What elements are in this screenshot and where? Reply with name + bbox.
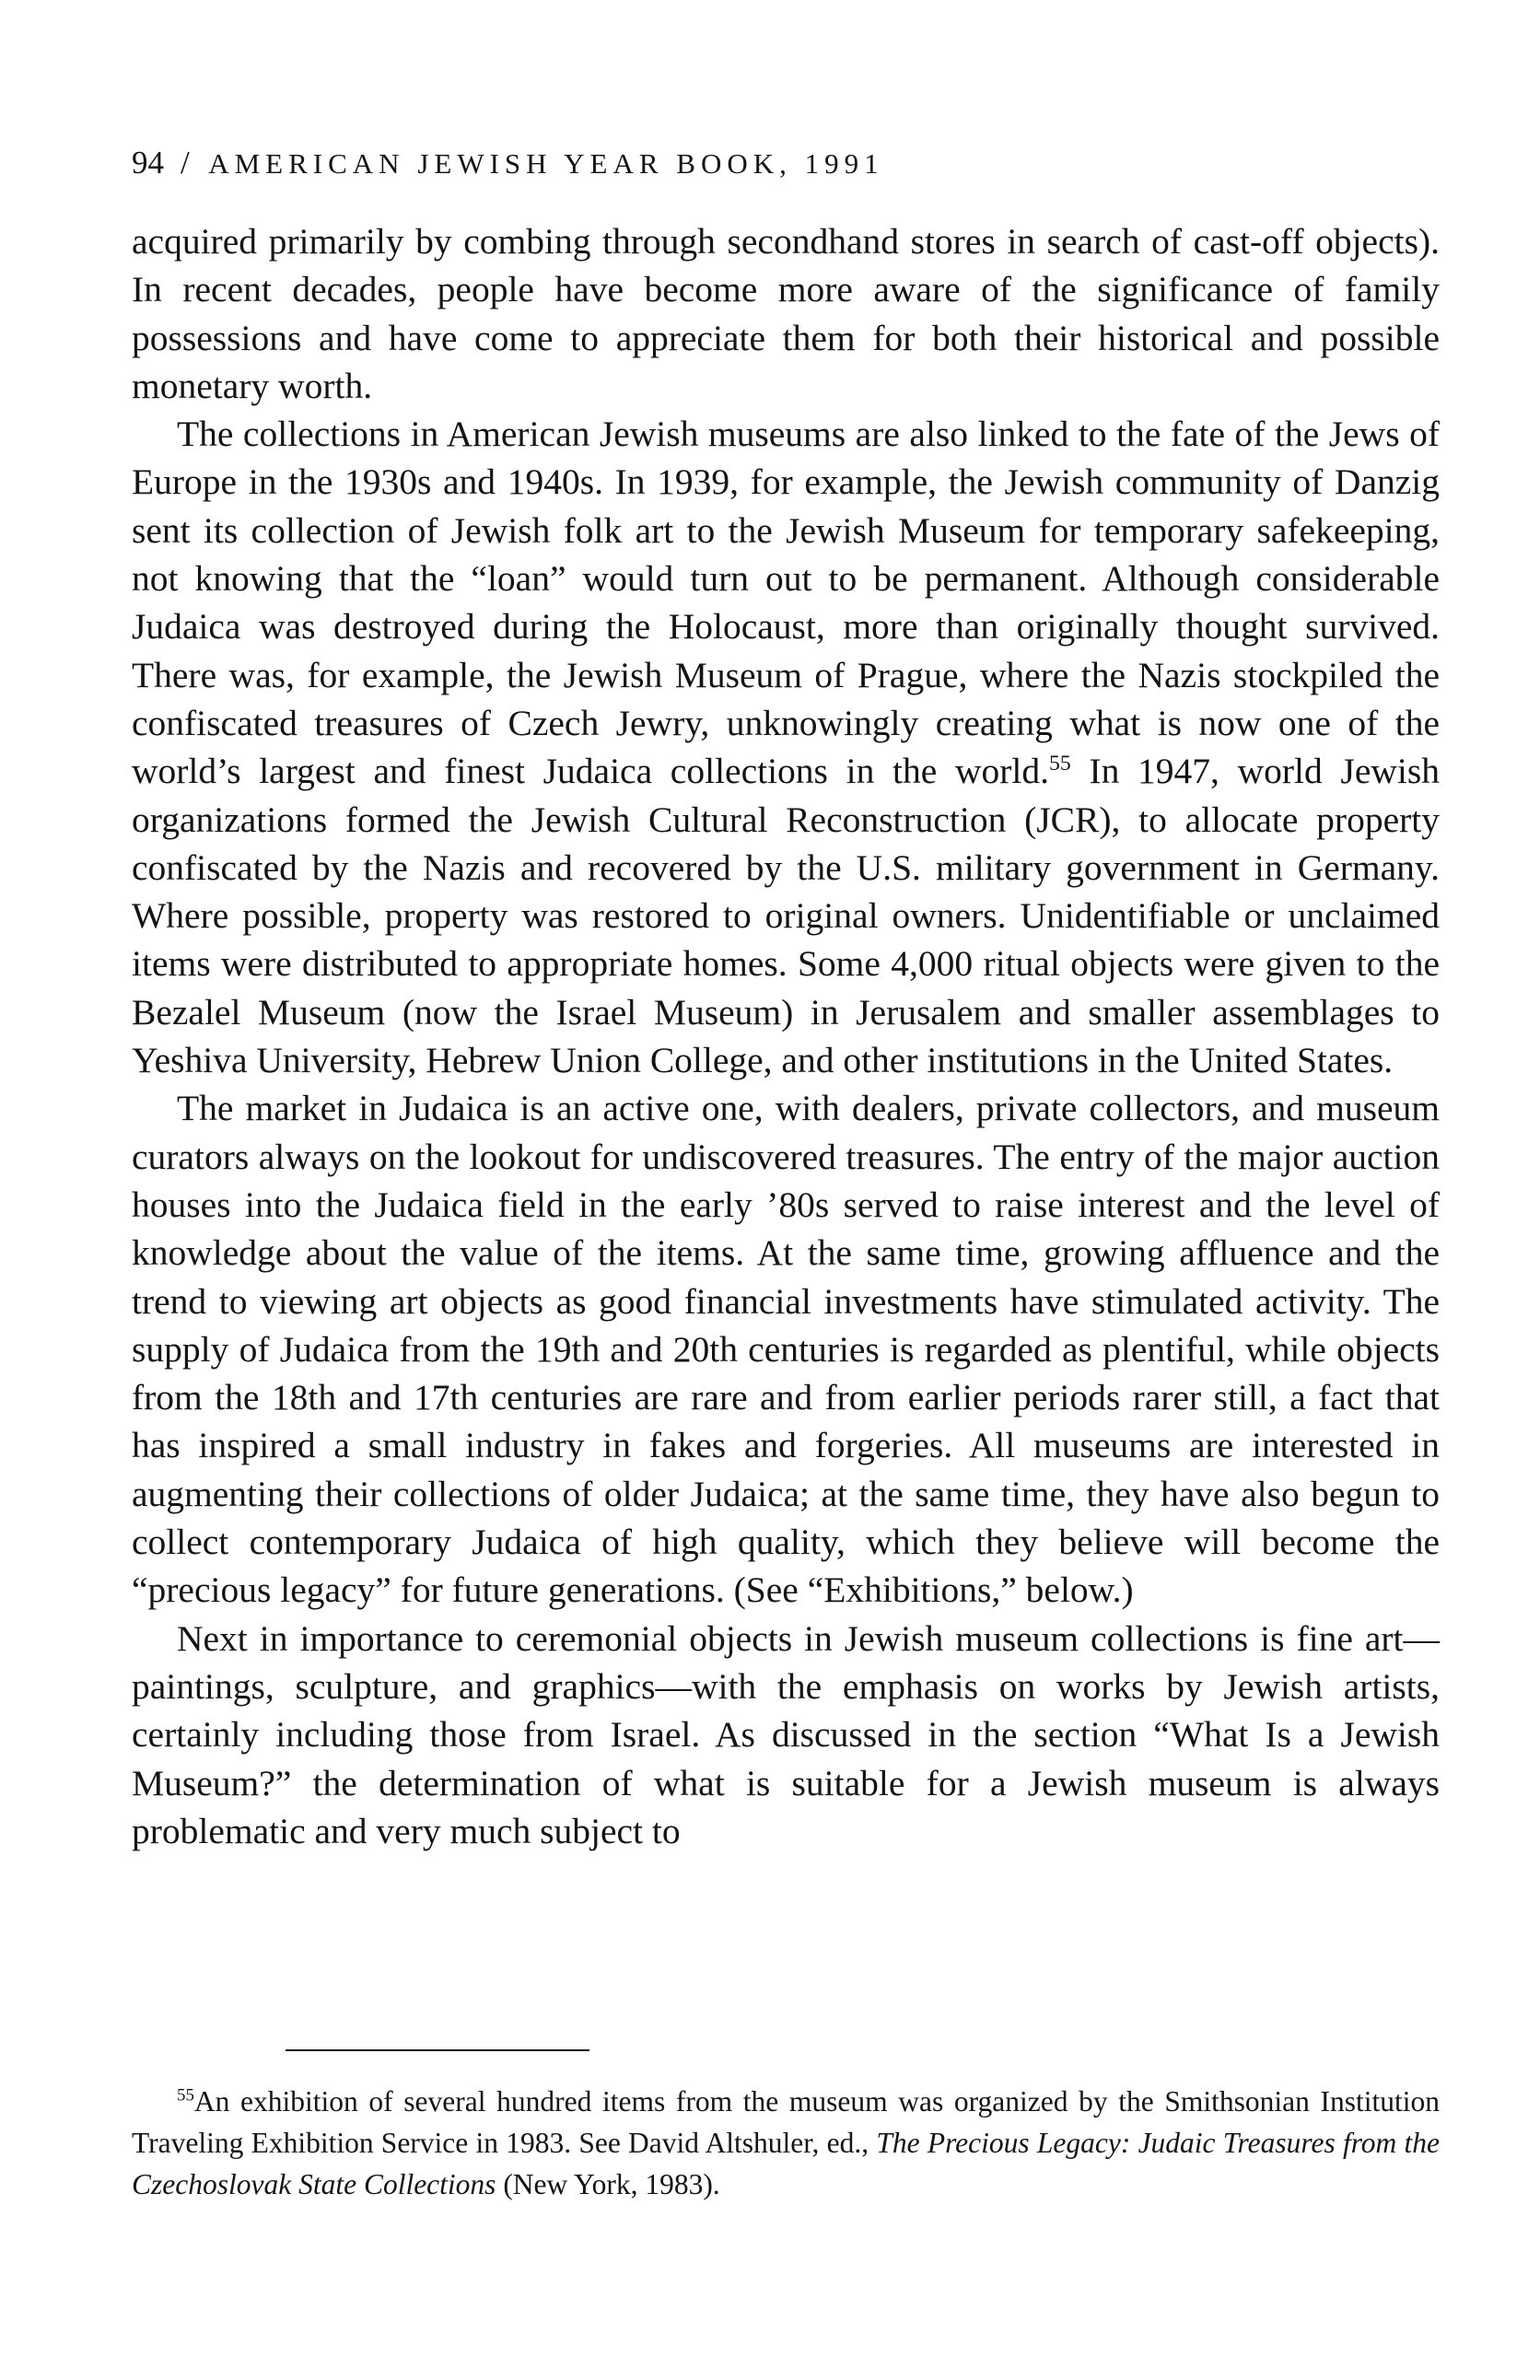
footnote-text: An exhibition of several hundred items from the museum was organized by the Smithsonian Institution Traveling Exhibition Service in 1983. See David Altshuler, ed., <box>132 2085 1440 2159</box>
footnote-publication: (New York, 1983). <box>503 2168 720 2200</box>
footnote-cited-title: The Precious Legacy: Judaic Treasures from the Czechoslovak State Collections <box>132 2127 1441 2200</box>
footnote-reference: 55 <box>1049 752 1071 776</box>
footnote-marker: 55 <box>177 2085 194 2106</box>
running-head <box>132 144 1440 183</box>
body-text <box>132 217 1440 1855</box>
footnote <box>132 2081 1440 2205</box>
book-title: AMERICAN JEWISH YEAR BOOK, 1991 <box>208 147 884 180</box>
header-separator: / <box>181 145 191 181</box>
footnote-divider <box>286 2049 589 2051</box>
paragraph-collections-tail: 1947, world Jewish organizations formed the Jewish Cultural Reconstruction (JCR), to allocate property confiscated by the Nazis and recovered by the U.S. military government in Germany. Where possible, property was restored to original owners. Unidentifiable or unclaimed items were distributed to appropriate homes. Some 4,000 ritual objects were given to the Bezalel Museum (now the Israel Museum) in Jerusalem and smaller assemblages to Yeshiva University, Hebrew Union College, and other institutions in the United States. <box>132 751 1441 1081</box>
page-number: 94 <box>132 145 164 181</box>
paragraph-fine-art: Next in importance to ceremonial objects in Jewish museum collections is fine art—paintings, sculpture, and graphics—with the emphasis on works by Jewish artists, certainly including those from Israel. As discussed in the section “What Is a Jewish Museum?” the determination of what is suitable for a Jewish museum is always problematic and very much subject to <box>132 1617 1440 1851</box>
paragraph-market: The market in Judaica is an active one, with dealers, private collectors, and museum curators always on the lookout for undiscovered treasures. The entry of the major auction houses into the Judaica field in the early ’80s served to raise interest and the level of knowledge about the value of the items. At the same time, growing affluence and the trend to viewing art objects as good financial investments have stimulated activity. The supply of Judaica from the 19th and 20th centuries is regarded as plentiful, while objects from the 18th and 17th centuries are rare and from earlier periods rarer still, a fact that has inspired a small industry in fakes and forgeries. All museums are interested in augmenting their collections of older Judaica; at the same time, they have also begun to collect contemporary Judaica of high quality, which they believe will become the “precious legacy” for future generations. (See “Exhibitions,” below.) <box>132 1088 1440 1611</box>
paragraph-collections-text: The collections in American Jewish museums are also linked to the fate of the Jews of Europe in the 1930s and 1940s. In 1939, for example, the Jewish community of Danzig sent its collection of Jewish folk art to the Jewish Museum for temporary safekeeping, not knowing that the “loan” would turn out to be permanent. Although considerable Judaica was destroyed during the Holocaust, more than originally thought survived. There was, for example, the Jewish Museum of Prague, where the Nazis stockpiled the confiscated treasures of Czech Jewry, unknowingly creating what is now one of the world’s largest and finest Judaica collections in the world. <box>132 414 1440 792</box>
paragraph-collections-continuation-word: In <box>1089 751 1120 792</box>
paragraph-continued: acquired primarily by combing through secondhand stores in search of cast-off objects). In recent decades, people have become more aware of the significance of family possessions and have come to appreciate them for both their historical and possible monetary worth. <box>132 221 1440 406</box>
paragraph-collections <box>132 410 1440 1084</box>
